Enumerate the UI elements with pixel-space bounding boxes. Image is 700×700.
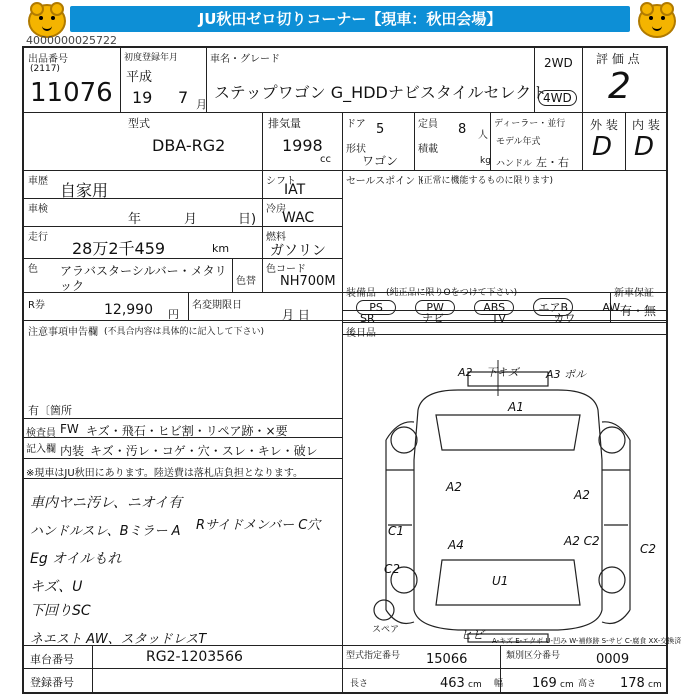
note-1: 車内ヤニ汚レ、ニオイ有 [30,495,183,511]
inspection-label: 車検 [28,204,48,215]
length-unit: cm [468,680,482,690]
handle-label: ハンドル [496,159,533,169]
height-label: 高さ [578,679,597,689]
diag-c2-left: C2 [384,562,401,576]
diag-c2-right: C2 [640,542,657,556]
note-3: Eg オイルもれ [30,551,122,567]
diag-u1: U1 [492,574,509,588]
equip-tv: TV [491,312,506,325]
reg-label: 登録番号 [30,676,74,689]
category-number: 0009 [596,652,630,667]
handle: 左・右 [536,156,569,169]
diag-c1: C1 [388,524,405,538]
cc: 1998 [282,136,323,155]
shift: IAT [284,182,306,198]
note-4: キズ、U [30,579,83,595]
car-name: ステップワゴン G_HDDナビスタイルセレクト [214,83,548,102]
notice: ※現車はJU秋田にあります。陸送費は落札店負担となります。 [26,468,304,479]
mileage-unit: km [212,242,230,255]
inspection-year: 年 [128,212,142,227]
fw-items: キズ・飛石・ヒビ割・リペア跡・×要 [86,424,288,438]
equipment-row-2 [360,310,575,326]
inspector-label-2: 記入欄 [26,444,56,455]
equipment-sub: (純正品に限りOをつけて下さい) [386,288,518,298]
category-label: 類別区分番号 [506,651,561,661]
diag-spare: スペア [372,625,400,635]
note-6: ネエスト AW、スタッドレスT [30,632,207,647]
height: 178 [620,676,645,691]
color-change-label: 色替 [236,276,256,287]
type-label: 型式指定番号 [346,651,401,661]
equipment-label: 装備品 [346,288,376,299]
aircon-label: 冷房 [266,204,286,215]
lot-sub: (2117) [30,64,60,74]
inspection-month: 月 [184,212,198,227]
width: 169 [532,676,557,691]
cc-label: 排気量 [268,117,301,130]
load-unit: kg [480,156,491,166]
ext-score: D [592,132,613,162]
equip-sr: SR [360,312,375,325]
lot-label: 出品番号 [28,54,68,65]
diag-legend: A-キズ E-エクボ U-凹み W-補修跡 S-サビ C-腐食 XX-交換済 [492,637,682,645]
capacity: 8 [458,122,467,137]
load-label: 積載 [418,144,438,155]
model-label: 型式 [128,117,150,130]
mileage-label: 走行 [28,232,48,243]
height-unit: cm [648,680,662,690]
lot-number: 11076 [30,78,113,108]
usage: 自家用 [60,181,109,200]
int-score: D [634,132,655,162]
diag-a2c2: A2 C2 [564,534,600,548]
recycle-unit: 円 [168,308,179,321]
notes-sub: (不具合内容は具体的に記入して下さい) [104,327,265,337]
drive-4wd: 4WD [538,90,577,106]
ext-label: 外 装 [590,118,618,132]
diag-bottom-scratch: 下キズ [486,366,519,379]
sales-point-sub: (正常に機能するものに限ります) [420,176,554,186]
chassis-label: 車台番号 [30,653,74,666]
recycle-label: R券 [28,300,45,311]
change-date-label: 名変期限日 [192,300,242,311]
repair-label: 有〔箇所 [28,404,72,417]
name-label: 車名・グレード [210,54,280,65]
shape: ワゴン [362,154,399,168]
fuel: ガソリン [270,243,326,259]
note-2: ハンドルスレ、Bミラー A [30,524,181,539]
diag-a4: A4 [448,538,464,552]
bear-mascot-left-icon [28,4,66,38]
change-date: 月 日 [282,308,310,322]
grade-score: 2 [608,66,631,107]
year: 19 [132,88,153,107]
capacity-unit: 人 [478,130,488,141]
diag-a2-left: A2 [446,480,462,494]
note-right: Rサイドメンバー C穴 [196,518,321,533]
width-label: 幅 [494,679,504,689]
notes-label: 注意事項申告欄 [28,327,98,338]
diag-bottom-crack: ヒビ [460,628,485,642]
month: 7 [178,88,189,107]
equip-ps: PS [356,300,396,315]
doors: 5 [376,122,385,137]
shift-label: シフト [266,176,296,187]
chassis-number: RG2-1203566 [146,649,243,665]
diag-a3-pol: A3 ポル [546,368,587,381]
width-unit: cm [560,680,574,690]
first-reg-label: 初度登録年月 [124,53,179,63]
color-code-label: 色コード [266,264,306,275]
diag-a2-top: A2 [458,366,473,379]
color-code: NH700M [280,274,336,289]
car-damage-diagram [348,360,664,644]
usage-label: 車歴 [28,176,48,187]
length-label: 長さ [350,679,369,689]
top-strip-number: 4000000025722 [26,34,117,47]
int-row-label: 内装 [60,444,85,458]
equip-abs: ABS [474,300,514,315]
length: 463 [440,676,465,691]
aircon: WAC [282,210,315,226]
equip-airbag: エアB [533,298,573,316]
note-5: 下回りSC [30,603,91,619]
header-title: JU秋田ゼロ切りコーナー【現車：秋田会場】 [70,6,630,32]
shape-label: 形状 [346,144,366,155]
int-label: 内 装 [632,118,660,132]
cc-unit: cc [320,154,331,165]
after-label: 後日品 [346,328,376,339]
equip-navi: ナビ [422,312,445,325]
equip-leather: カワ [553,312,576,325]
color-label: 色 [28,264,38,275]
inspector-label: 検査員 [26,428,56,439]
era: 平成 [126,70,153,85]
model-year-label: モデル年式 [496,137,541,147]
drive-2wd: 2WD [544,56,573,70]
dealer-label: ディーラー・並行 [494,119,566,129]
doors-label: ドア [346,119,366,130]
recycle: 12,990 [104,302,153,318]
fuel-label: 燃料 [266,232,286,243]
type-number: 15066 [426,652,468,667]
new-warranty-label: 新車保証 [614,288,654,299]
color: アラバスターシルバー・メタリック [60,264,227,293]
diag-a1: A1 [508,400,524,414]
mileage: 28万2千459 [72,239,166,258]
bear-mascot-right-icon [638,4,676,38]
grade-label: 評 価 点 [596,52,640,66]
sales-point-label: セールスポイント [346,176,426,187]
inspection-day: 日) [238,212,257,227]
new-warranty-value: 有・無 [620,304,657,318]
month-unit: 月 [196,98,207,111]
equip-pw: PW [415,300,455,315]
model: DBA-RG2 [152,136,226,155]
capacity-label: 定員 [418,119,438,130]
diag-a2-right: A2 [574,488,590,502]
int-items: キズ・汚レ・コゲ・穴・スレ・キレ・破レ [90,444,318,458]
fw-label: FW [60,422,79,436]
equip-aw: AW [602,301,621,314]
